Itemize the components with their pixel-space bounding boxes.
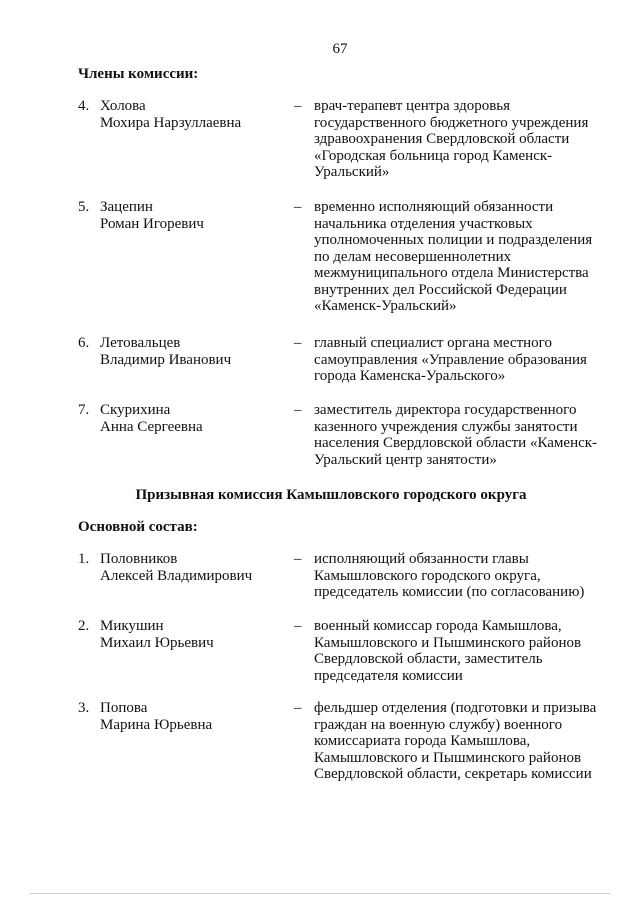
given-names: Алексей Владимирович bbox=[100, 567, 253, 584]
position-line: самоуправления «Управление образования bbox=[314, 351, 587, 368]
entry-number: 2. bbox=[78, 618, 90, 634]
entry-number: 6. bbox=[78, 335, 90, 351]
given-names: Роман Игоревич bbox=[100, 215, 204, 232]
member-position bbox=[314, 402, 614, 468]
page-number: 67 bbox=[332, 41, 348, 57]
dash: – bbox=[294, 551, 302, 567]
position-line: здравоохранения Свердловской области bbox=[314, 131, 570, 147]
position-line: комиссариата города Камышлова, bbox=[314, 733, 531, 749]
surname: Зацепин bbox=[100, 199, 153, 215]
members-heading: Члены комиссии: bbox=[78, 66, 199, 82]
position-line: Камышловского и Пышминского районов bbox=[314, 749, 582, 766]
member-name bbox=[100, 700, 290, 733]
position-line: заместитель директора государственного bbox=[314, 402, 577, 418]
surname: Микушин bbox=[100, 618, 164, 634]
entry-number: 1. bbox=[78, 551, 90, 567]
position-line: начальника отделения участковых bbox=[314, 215, 533, 232]
position-line: временно исполняющий обязанности bbox=[314, 199, 554, 215]
member-position bbox=[314, 98, 614, 181]
member-name bbox=[100, 551, 290, 584]
position-line: врач-терапевт центра здоровья bbox=[314, 98, 511, 114]
surname: Летовальцев bbox=[100, 335, 181, 351]
given-names: Владимир Иванович bbox=[100, 351, 232, 368]
member-name bbox=[100, 98, 290, 131]
position-line: Свердловской области, секретарь комиссии bbox=[314, 766, 592, 782]
position-line: военный комиссар города Камышлова, bbox=[314, 618, 562, 634]
commission-title: Призывная комиссия Камышловского городского округа bbox=[135, 487, 527, 503]
position-line: фельдшер отделения (подготовки и призыва bbox=[314, 700, 597, 716]
position-line: председателя комиссии bbox=[314, 667, 463, 684]
entry-number: 5. bbox=[78, 199, 90, 215]
member-name bbox=[100, 618, 290, 651]
member-position bbox=[314, 551, 614, 601]
entry-number: 4. bbox=[78, 98, 90, 114]
position-line: Камышловского городского округа, bbox=[314, 567, 541, 584]
surname: Попова bbox=[100, 700, 148, 716]
member-name bbox=[100, 335, 290, 368]
dash: – bbox=[294, 700, 302, 716]
position-line: исполняющий обязанности главы bbox=[314, 551, 529, 567]
position-line: главный специалист органа местного bbox=[314, 335, 552, 351]
scan-edge-line bbox=[30, 893, 610, 894]
position-line: Уральский» bbox=[314, 164, 390, 180]
position-line: «Городская больница город Каменск- bbox=[314, 147, 553, 164]
position-line: Свердловской области, заместитель bbox=[314, 651, 543, 667]
position-line: государственного бюджетного учреждения bbox=[314, 114, 589, 131]
dash: – bbox=[294, 402, 302, 418]
position-line: уполномоченных полиции и подразделения bbox=[314, 232, 593, 248]
given-names: Михаил Юрьевич bbox=[100, 634, 214, 651]
position-line: председатель комиссии (по согласованию) bbox=[314, 584, 585, 600]
surname: Скурихина bbox=[100, 402, 171, 418]
entry-number: 7. bbox=[78, 402, 90, 418]
position-line: внутренних дел Российской Федерации bbox=[314, 281, 567, 298]
dash: – bbox=[294, 618, 302, 634]
given-names: Мохира Нарзуллаевна bbox=[100, 114, 242, 131]
given-names: Марина Юрьевна bbox=[100, 716, 213, 733]
position-line: по делам несовершеннолетних bbox=[314, 248, 512, 265]
position-line: «Каменск-Уральский» bbox=[314, 298, 457, 314]
member-name bbox=[100, 402, 290, 435]
dash: – bbox=[294, 98, 302, 114]
member-position bbox=[314, 335, 614, 385]
position-line: города Каменска-Уральского» bbox=[314, 368, 506, 384]
member-position bbox=[314, 700, 614, 783]
position-line: Камышловского и Пышминского районов bbox=[314, 634, 582, 651]
position-line: граждан на военную службу) военного bbox=[314, 716, 563, 733]
position-line: межмуниципального отдела Министерства bbox=[314, 265, 589, 281]
position-line: Уральский центр занятости» bbox=[314, 451, 497, 468]
given-names: Анна Сергеевна bbox=[100, 418, 203, 435]
surname: Холова bbox=[100, 98, 146, 114]
dash: – bbox=[294, 335, 302, 351]
position-line: населения Свердловской области «Каменск- bbox=[314, 435, 598, 451]
main-composition-heading: Основной состав: bbox=[78, 519, 198, 535]
dash: – bbox=[294, 199, 302, 215]
position-line: казенного учреждения службы занятости bbox=[314, 418, 578, 435]
member-position bbox=[314, 618, 614, 684]
surname: Половников bbox=[100, 551, 178, 567]
entry-number: 3. bbox=[78, 700, 90, 716]
member-name bbox=[100, 199, 290, 232]
member-position bbox=[314, 199, 614, 315]
